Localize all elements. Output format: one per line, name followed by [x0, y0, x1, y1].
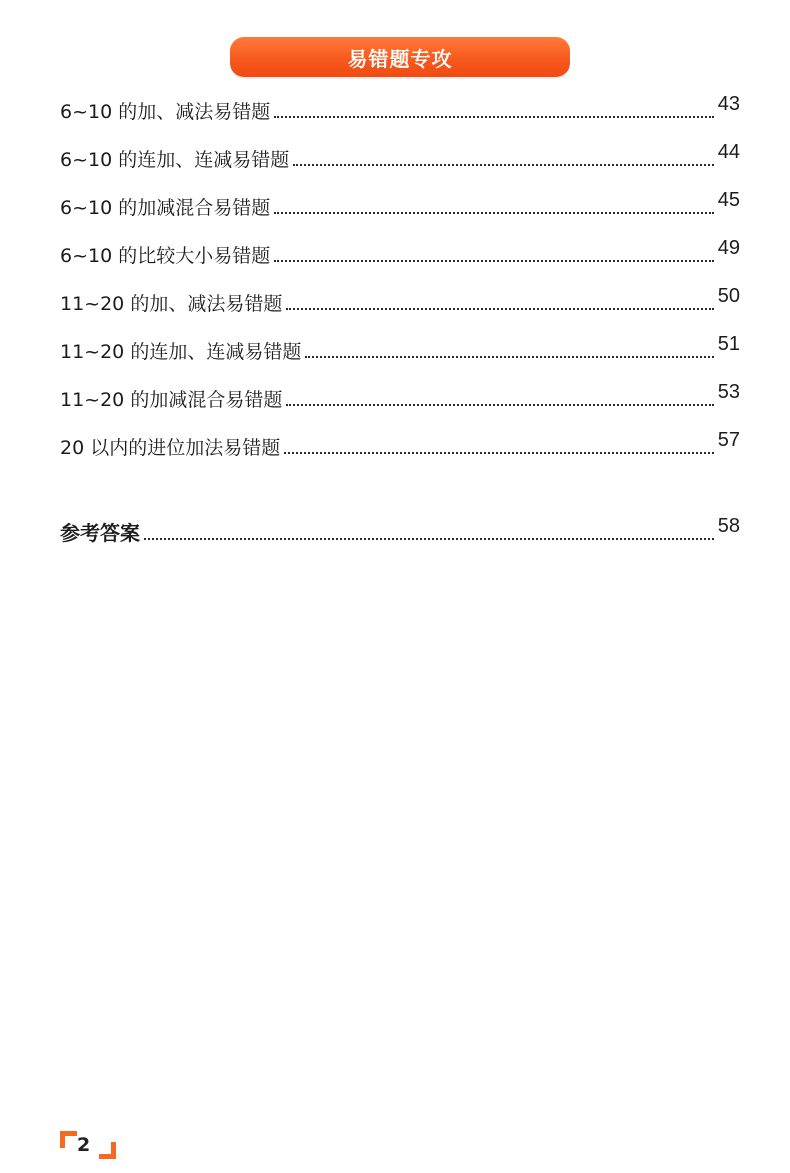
toc-entry-page: 44 [717, 141, 740, 163]
toc-entry-title: 6~10 的连加、连减易错题 [60, 149, 290, 171]
toc-entry-title: 11~20 的连加、连减易错题 [60, 341, 302, 363]
dot-leader [144, 538, 714, 540]
page-number-badge [60, 1131, 116, 1159]
toc-entry[interactable] [60, 178, 740, 226]
toc-entry-page: 50 [717, 285, 740, 307]
dot-leader [274, 212, 714, 214]
toc-entry-page: 43 [717, 93, 740, 115]
section-banner [230, 37, 570, 77]
dot-leader [293, 164, 714, 166]
page-number: 2 [77, 1134, 91, 1156]
dot-leader [286, 308, 713, 310]
toc-entry-answers[interactable] [60, 508, 740, 548]
toc-entry-title: 11~20 的加、减法易错题 [60, 293, 283, 315]
dot-leader [284, 452, 714, 454]
answers-title: 参考答案 [60, 521, 140, 545]
toc-entry[interactable] [60, 370, 740, 418]
toc-entry[interactable] [60, 322, 740, 370]
corner-bracket-icon [60, 1131, 77, 1148]
toc-entry[interactable] [60, 418, 740, 466]
toc-entry-title: 11~20 的加减混合易错题 [60, 389, 283, 411]
toc-entry[interactable] [60, 130, 740, 178]
corner-bracket-icon [99, 1142, 116, 1159]
toc-entry-page: 57 [717, 429, 740, 451]
dot-leader [286, 404, 713, 406]
toc-entry-page: 51 [717, 333, 740, 355]
toc-entry-page: 49 [717, 237, 740, 259]
toc-entry-page: 45 [717, 189, 740, 211]
toc-entry-title: 20 以内的进位加法易错题 [60, 437, 281, 459]
toc-entry-title: 6~10 的比较大小易错题 [60, 245, 271, 267]
toc-entry[interactable] [60, 82, 740, 130]
toc-entry-title: 6~10 的加减混合易错题 [60, 197, 271, 219]
dot-leader [274, 116, 714, 118]
toc-entry-page: 53 [717, 381, 740, 403]
dot-leader [305, 356, 713, 358]
table-of-contents [60, 82, 740, 466]
dot-leader [274, 260, 714, 262]
answers-page: 58 [717, 515, 740, 537]
toc-entry-title: 6~10 的加、减法易错题 [60, 101, 271, 123]
toc-entry[interactable] [60, 226, 740, 274]
section-title: 易错题专攻 [347, 46, 453, 71]
toc-entry[interactable] [60, 274, 740, 322]
